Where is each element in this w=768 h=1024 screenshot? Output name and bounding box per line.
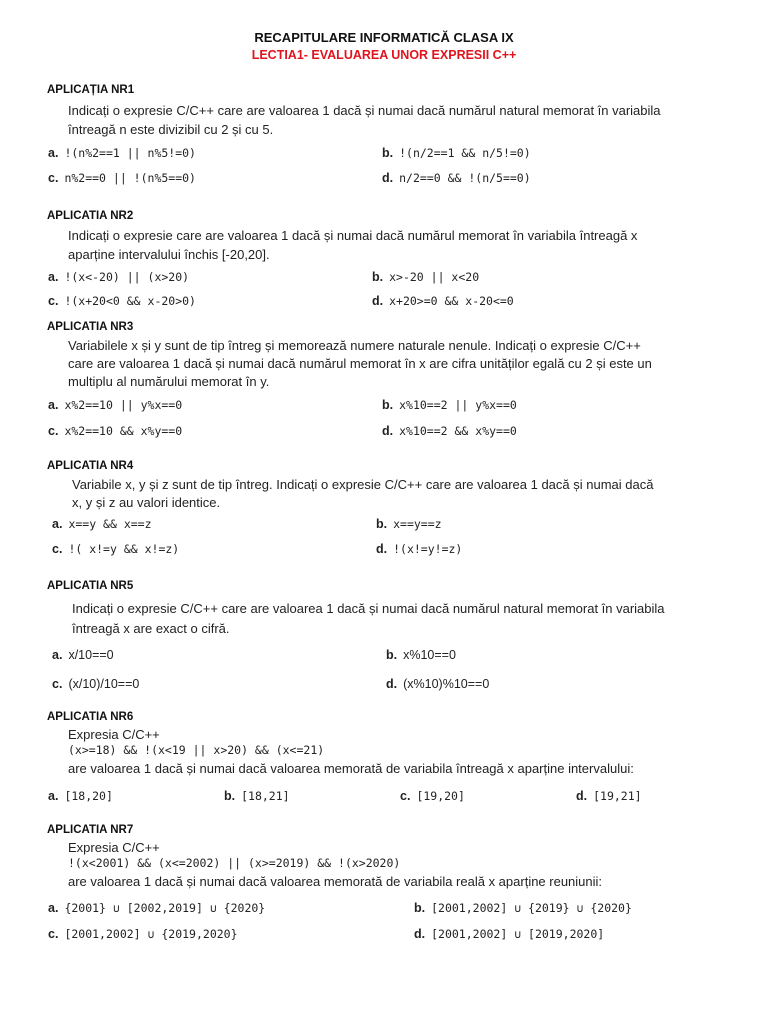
app2-option-a: a. !(x<-20) || (x>20) [48, 270, 190, 284]
app1-heading: APLICAȚIA NR1 [47, 84, 135, 96]
app3-option-c: c. x%2==10 && x%y==0 [48, 424, 183, 438]
app5-statement-line1: Indicați o expresie C/C++ care are valoarea 1 dacă și numai dacă numărul natural memorat în variabila [72, 601, 665, 616]
app6-option-c: c. [19,20] [400, 789, 465, 803]
app5-option-d: d. (x%10)%10==0 [386, 677, 490, 691]
app5-option-c: c. (x/10)/10==0 [52, 677, 140, 691]
document-title: RECAPITULARE INFORMATICĂ CLASA IX [254, 30, 514, 45]
app7-heading: APLICATIA NR7 [47, 824, 134, 836]
app4-option-a: a. x==y && x==z [52, 517, 152, 531]
app2-statement-line2: aparține intervalului închis [-20,20]. [68, 247, 270, 262]
app6-expression: (x>=18) && !(x<19 || x>20) && (x<=21) [68, 743, 325, 757]
app6-statement-line1: Expresia C/C++ [68, 727, 160, 742]
app1-statement-line2: întreagă n este divizibil cu 2 și cu 5. [68, 122, 274, 137]
app3-option-d: d. x%10==2 && x%y==0 [382, 424, 517, 438]
app3-heading: APLICATIA NR3 [47, 321, 134, 333]
app4-heading: APLICATIA NR4 [47, 460, 134, 472]
app6-option-a: a. [18,20] [48, 789, 113, 803]
app1-option-d: d. n/2==0 && !(n/5==0) [382, 171, 531, 185]
app6-heading: APLICATIA NR6 [47, 711, 134, 723]
app7-option-c: c. [2001,2002] ∪ {2019,2020} [48, 927, 238, 941]
app2-option-d: d. x+20>=0 && x-20<=0 [372, 294, 514, 308]
app4-option-b: b. x==y==z [376, 517, 442, 531]
app1-option-a: a. !(n%2==1 || n%5!=0) [48, 146, 196, 160]
app6-option-b: b. [18,21] [224, 789, 290, 803]
app7-option-b: b. [2001,2002] ∪ {2019} ∪ {2020} [414, 901, 632, 915]
app7-statement-line3: are valoarea 1 dacă și numai dacă valoarea memorată de variabila reală x aparține reuniunii: [68, 874, 603, 889]
app1-statement-line1: Indicați o expresie C/C++ care are valoarea 1 dacă și numai dacă numărul natural memorat în variabila [68, 103, 661, 118]
app3-statement-line3: multiplu al numărului memorat în y. [68, 374, 270, 389]
document-subtitle: LECTIA1- EVALUAREA UNOR EXPRESII C++ [251, 48, 517, 62]
app1-option-b: b. !(n/2==1 && n/5!=0) [382, 146, 531, 160]
app7-expression: !(x<2001) && (x<=2002) || (x>=2019) && !(x>2020) [68, 856, 401, 870]
app3-statement-line2: care are valoarea 1 dacă și numai dacă numărul memorat în x are cifra unităților egală cu 2 și este un [68, 356, 652, 371]
app2-heading: APLICATIA NR2 [47, 210, 134, 222]
app3-statement-line1: Variabilele x și y sunt de tip întreg și memorează numere naturale nenule. Indicați o expresie C/C++ [68, 338, 641, 353]
app4-statement-line1: Variabile x, y și z sunt de tip întreg. Indicați o expresie C/C++ care are valoarea 1 dacă și numai dacă [72, 477, 654, 492]
app4-option-c: c. !( x!=y && x!=z) [52, 542, 180, 556]
app2-option-c: c. !(x+20<0 && x-20>0) [48, 294, 196, 308]
app5-option-a: a. x/10==0 [52, 648, 114, 662]
app7-option-d: d. [2001,2002] ∪ [2019,2020] [414, 927, 605, 941]
app5-statement-line2: întreagă x are exact o cifră. [72, 621, 230, 636]
app6-option-d: d. [19,21] [576, 789, 642, 803]
app2-statement-line1: Indicați o expresie care are valoarea 1 dacă și numai dacă numărul memorat în variabila întreagă x [68, 228, 638, 243]
app5-heading: APLICATIA NR5 [47, 580, 134, 592]
app3-option-b: b. x%10==2 || y%x==0 [382, 398, 517, 412]
app6-statement-line3: are valoarea 1 dacă și numai dacă valoarea memorată de variabila întreagă x aparține intervalului: [68, 761, 634, 776]
app5-option-b: b. x%10==0 [386, 648, 456, 662]
app1-option-c: c. n%2==0 || !(n%5==0) [48, 171, 196, 185]
app3-option-a: a. x%2==10 || y%x==0 [48, 398, 183, 412]
app4-statement-line2: x, y și z au valori identice. [72, 495, 221, 510]
app2-option-b: b. x>-20 || x<20 [372, 270, 480, 284]
app4-option-d: d. !(x!=y!=z) [376, 542, 463, 556]
app7-statement-line1: Expresia C/C++ [68, 840, 160, 855]
app7-option-a: a. {2001} ∪ [2002,2019] ∪ {2020} [48, 901, 266, 915]
